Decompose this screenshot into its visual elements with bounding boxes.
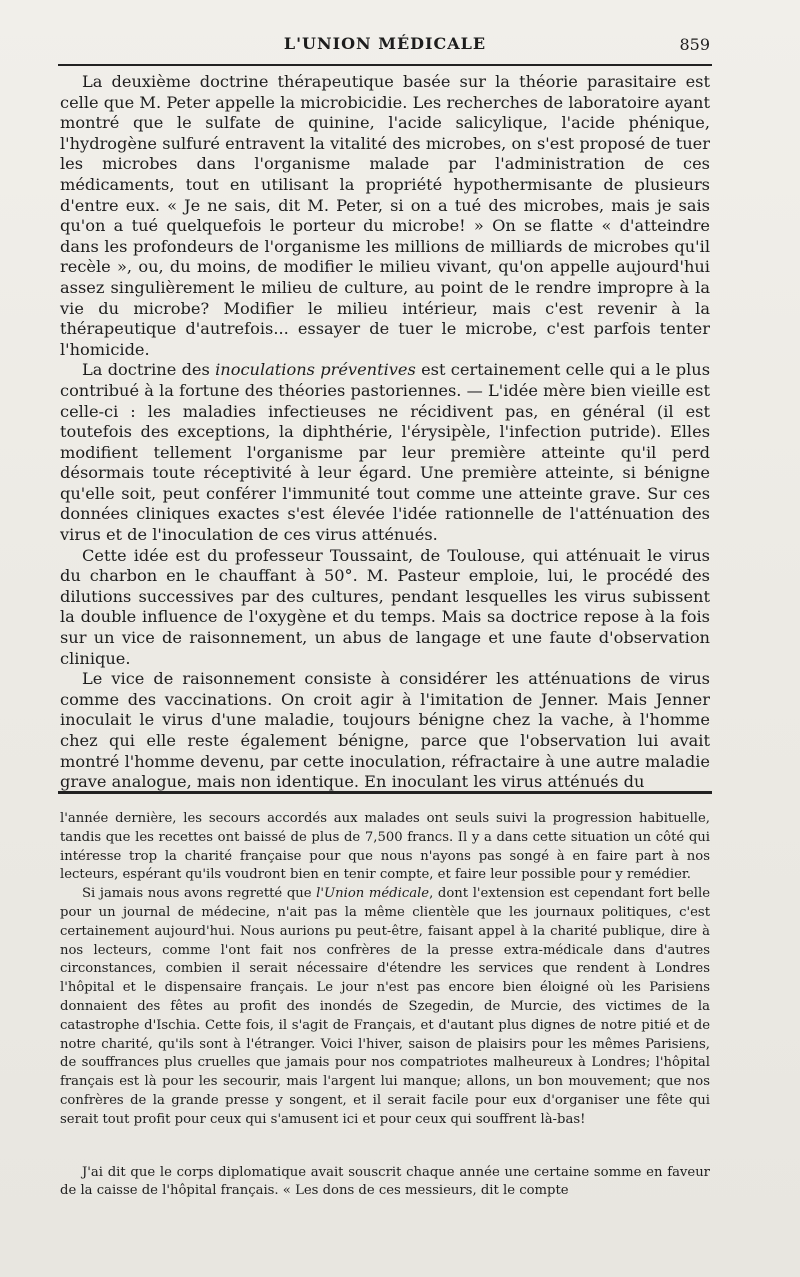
header-rule <box>58 64 712 66</box>
paragraph-inoculations-rest: est certainement celle qui a le plus contribué à la fortune des théories pastoriennes. — L'idée mère bien vieille est celle-ci : les maladies infectieuses ne récidivent pas, en général (il est toutefois des exceptions, la diphthérie, l'érysipèle, l'infection putride). Elles modifient tellement l'organisme par leur première atteinte qu'il perd désormais toute réceptivité à leur égard. Une première atteinte, si bénigne qu'elle soit, peut conférer l'immunité tout comme une atteinte grave. Sur ces données cliniques exactes s'est élevée l'idée rationnelle de l'atténuation des virus et de l'inoculation de ces virus atténués. <box>60 360 711 545</box>
running-title: L'UNION MÉDICALE <box>283 34 487 53</box>
paragraph-inoculations-start: La doctrine des <box>82 360 216 380</box>
paragraph-toussaint: Cette idée est du professeur Toussaint, de Toulouse, qui atténuait le virus du charbon en le chauffant à 50°. M. Pasteur emploie, lui, le procédé des dilutions successives par des cultures, pendant lesquelles les virus subissent la double influence de l'oxygène et du temps. Mais sa doctrice repose à la fois sur un vice de raisonnement, un abus de langage et une faute d'observation clinique. <box>60 545 710 668</box>
paragraph-microbicidie: La deuxième doctrine thérapeutique basée sur la théorie parasitaire est celle que M. Peter appelle la microbicidie. Les recherches de laboratoire ayant montré que le sulfate de quinine, l'acide salicylique, l'acide phénique, l'hydrogène sulfuré entravent la vitalité des microbes, on s'est proposé de tuer les microbes dans l'organisme malade par l'administration de ces médicaments, tout en utilisant la propriété hypothermisante de plusieurs d'entre eux. « Je ne sais, dit M. Peter, si on a tué des microbes, mais je sais qu'on a tué quelquefois le porteur du microbe! » On se flatte « d'atteindre dans les profondeurs de l'organisme les millions de milliards de microbes qu'il recèle », ou, du moins, de modifier le milieu vivant, qu'on appelle aujourd'hui assez singulièrement le milieu de culture, au point de le rendre impropre à la vie du microbe? Modifier le milieu intérieur, mais c'est revenir à la thérapeutique d'autrefois... essayer de tuer le microbe, c'est parfois tenter l'homicide. <box>60 72 710 359</box>
page-header <box>60 34 710 58</box>
footnote-paragraph-2 <box>60 885 710 1129</box>
footnote-paragraph-1: l'année dernière, les secours accordés aux malades ont seuls suivi la progression habituelle, tandis que les recettes ont baissé de plus de 7,500 francs. Il y a dans cette situation un côté qui intéresse trop la charité française pour que nous n'ayons pas songé à en faire part à nos lecteurs, espérant qu'ils voudront bien en tenir compte, et faire leur possible pour y remédier. <box>60 811 710 883</box>
paragraph-inoculations-italic: inoculations préventives <box>215 360 416 380</box>
footnote-rule <box>58 791 712 794</box>
footnote-paragraph-2-start: Si jamais nous avons regretté que <box>82 886 317 902</box>
paragraph-inoculations <box>60 360 710 545</box>
footnote-paragraph-2-italic: l'Union médicale <box>316 886 430 902</box>
page-number: 859 <box>679 35 710 54</box>
footnote-section <box>60 810 710 1201</box>
footnote-paragraph-3: J'ai dit que le corps diplomatique avait souscrit chaque année une certaine somme en faveur de la caisse de l'hôpital français. « Les dons de ces messieurs, dit le compte <box>60 1164 710 1199</box>
main-text <box>60 72 710 793</box>
footnote-paragraph-2-rest: , dont l'extension est cependant fort belle pour un journal de médecine, n'ait pas la même clientèle que les journaux politiques, c'est certainement aujourd'hui. Nous aurions pu peut-être, faisant appel à la charité publique, dire à nos lecteurs, comme l'ont fait nos confrères de la presse extra-médicale dans d'autres circonstances, combien il serait nécessaire d'étendre les services que rendent à Londres l'hôpital et le dispensaire français. Le jour n'est pas encore bien éloigné où les Parisiens donnaient des fêtes au profit des inondés de Szegedin, de Murcie, des victimes de la catastrophe d'Ischia. Cette fois, il s'agit de Français, et d'autant plus dignes de notre pitié et de notre charité, qu'ils sont à l'étranger. Voici l'hiver, saison de plaisirs pour les mêmes Parisiens, de souffrances plus cruelles que jamais pour nos compatriotes malheureux à Londres; l'hôpital français est là pour les secourir, mais l'argent lui manque; allons, un bon mouvement; que nos confrères de la grande presse y songent, et il serait facile pour eux d'organiser une fête qui serait tout profit pour ceux qui s'amusent ici et pour ceux qui souffrent là-bas! <box>60 886 710 1127</box>
paragraph-raisonnement: Le vice de raisonnement consiste à considérer les atténuations de virus comme des vaccinations. On croit agir à l'imitation de Jenner. Mais Jenner inoculait le virus d'une maladie, toujours bénigne chez la vache, à l'homme chez qui elle reste également bénigne, parce que l'observation lui avait montré l'homme devenu, par cette inoculation, réfractaire à une autre maladie grave analogue, mais non identique. En inoculant les virus atténués du <box>60 669 710 792</box>
